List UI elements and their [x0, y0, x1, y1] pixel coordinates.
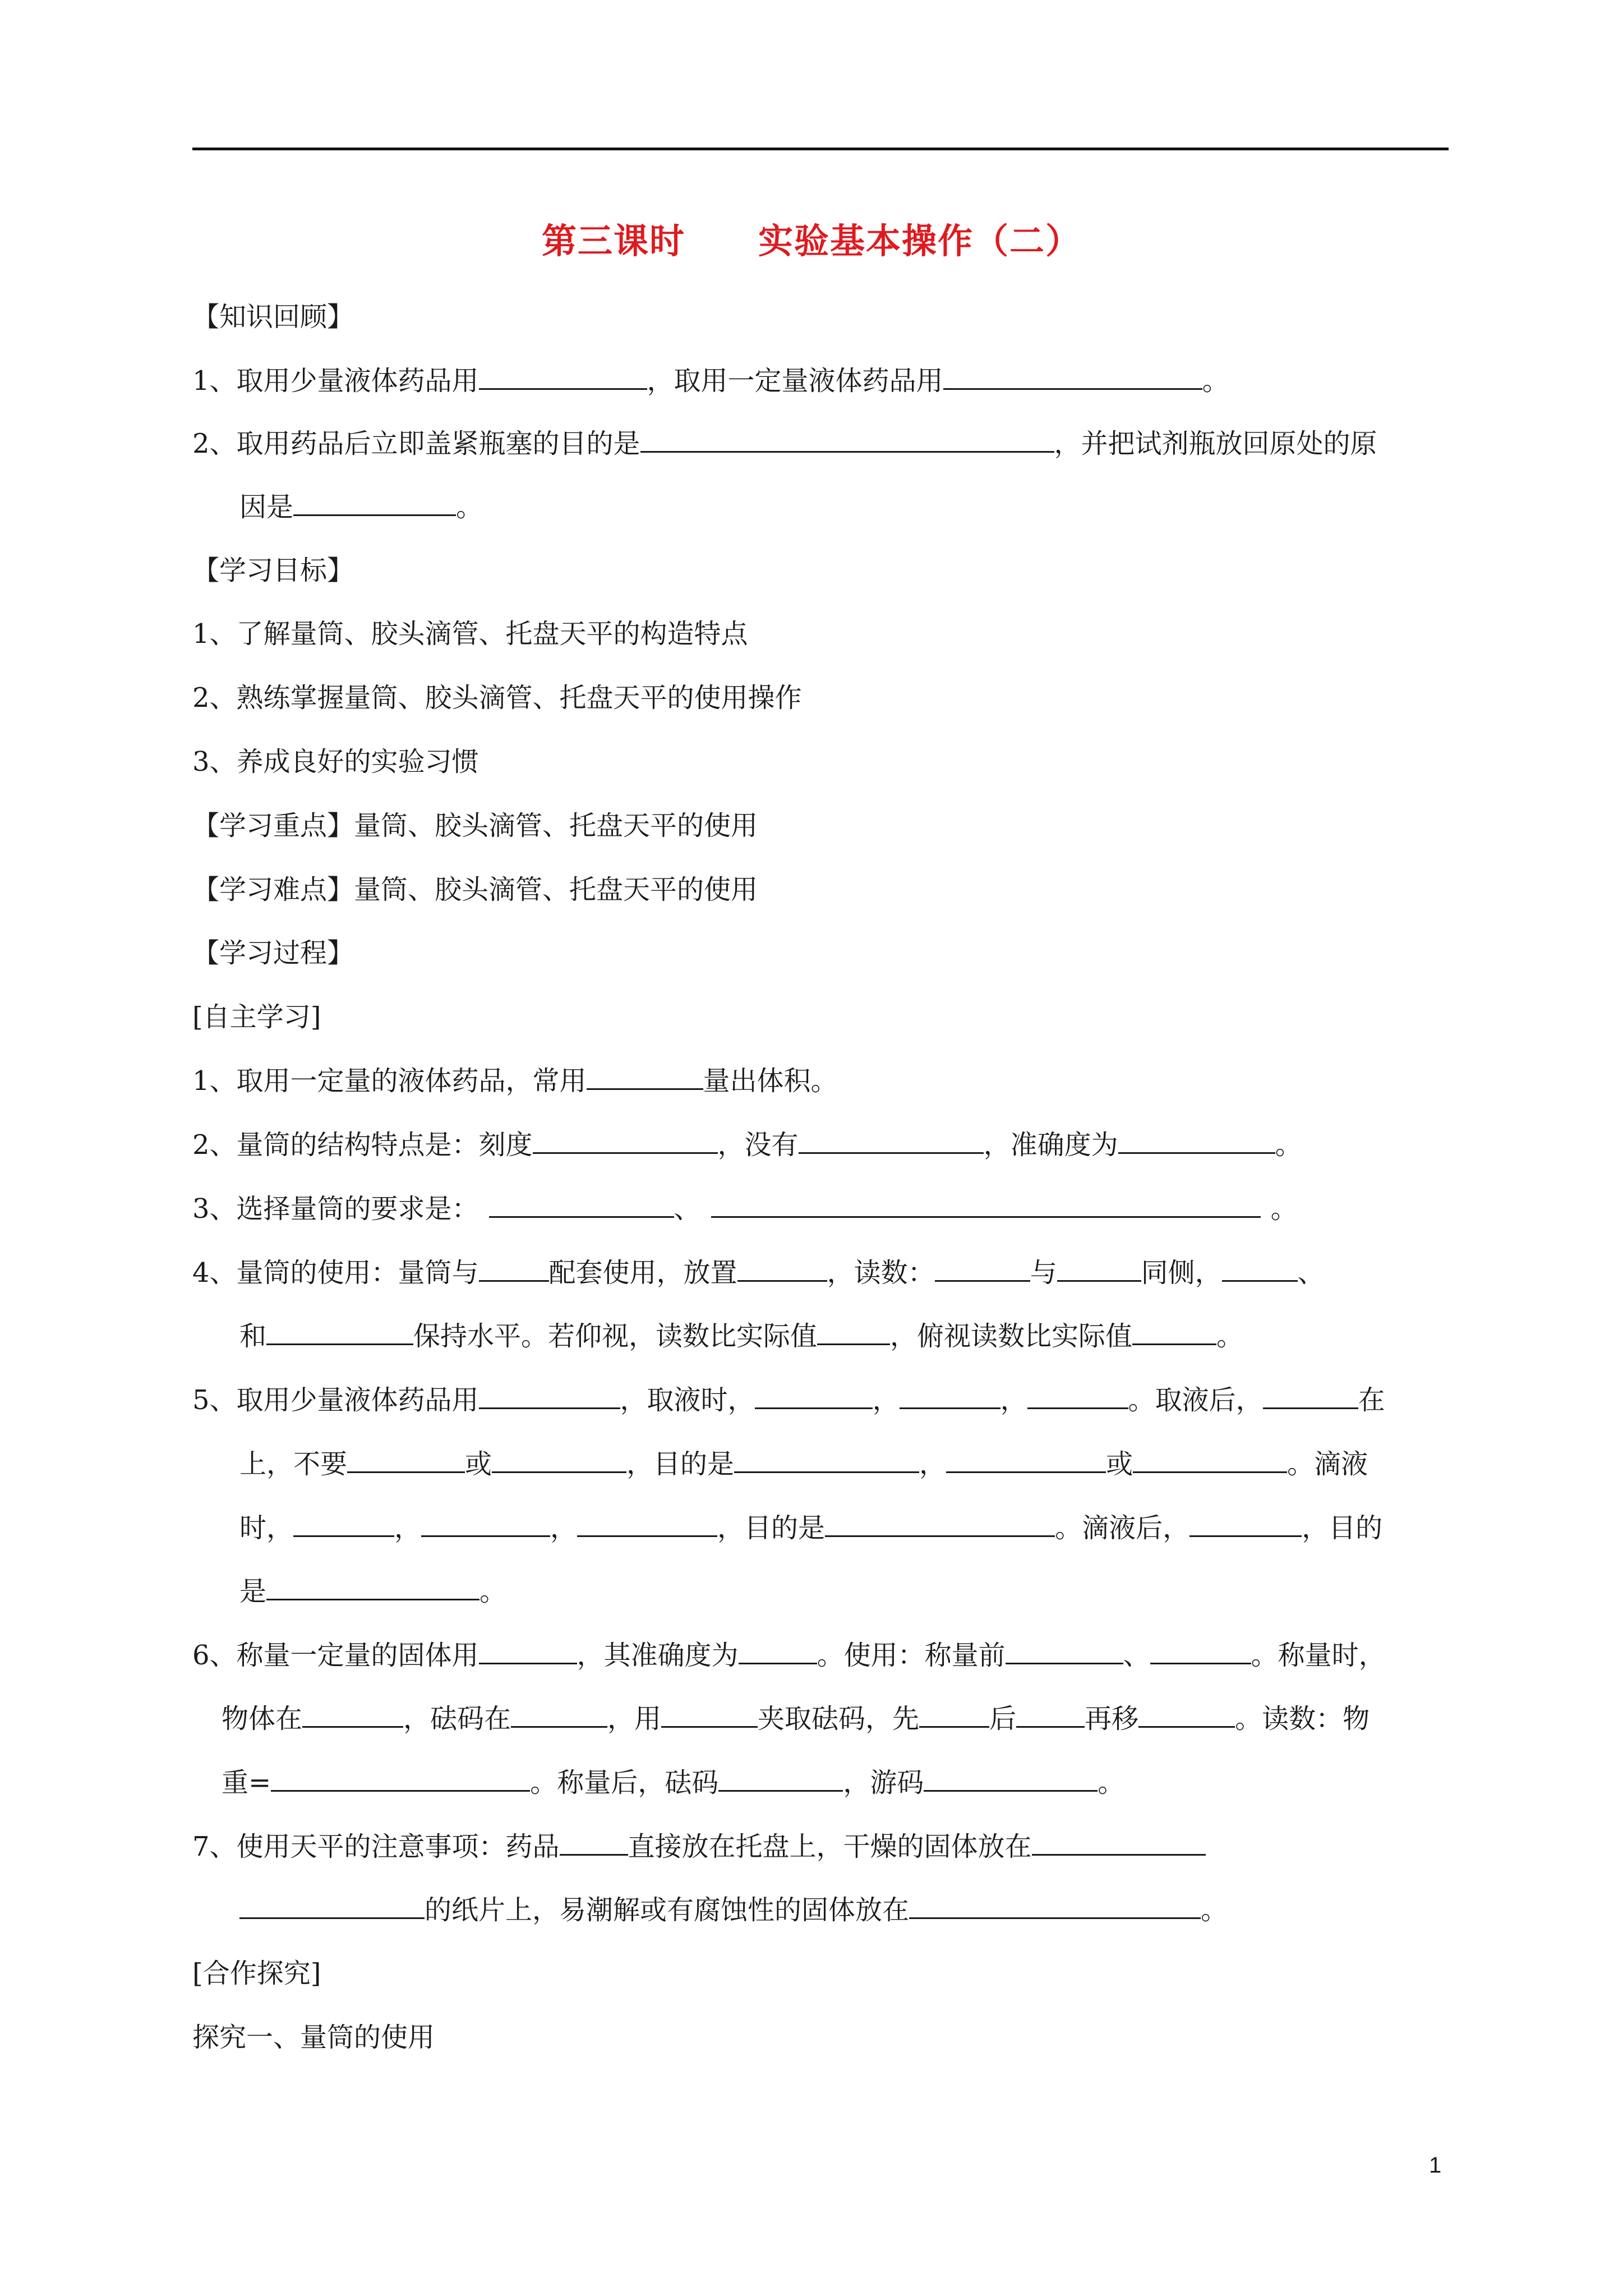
- blank[interactable]: [755, 1383, 873, 1409]
- self-study-q5-cont2: 时， ， ， ，目的是 。滴液后， ，目的: [239, 1511, 1382, 1545]
- blank[interactable]: [734, 1447, 919, 1473]
- blank[interactable]: [640, 426, 1054, 453]
- focus-line: 【学习重点】量筒、胶头滴管、托盘天平的使用: [192, 810, 758, 841]
- blank[interactable]: [479, 1255, 549, 1282]
- blank[interactable]: [817, 1319, 890, 1345]
- blank[interactable]: [560, 1829, 628, 1856]
- blank[interactable]: [1150, 1638, 1251, 1664]
- goal-item: 2、熟练掌握量筒、胶头滴管、托盘天平的使用操作: [192, 682, 802, 714]
- blank[interactable]: [271, 1765, 530, 1792]
- blank[interactable]: [587, 1064, 703, 1090]
- blank[interactable]: [1057, 1255, 1141, 1282]
- blank[interactable]: [711, 1191, 1261, 1218]
- blank[interactable]: [825, 1511, 1055, 1537]
- review-q2: 2、取用药品后立即盖紧瓶塞的目的是 ，并把试剂瓶放回原处的原: [192, 426, 1377, 461]
- blank[interactable]: [479, 1383, 620, 1409]
- goals-header: 【学习目标】: [192, 555, 354, 586]
- blank[interactable]: [1138, 1701, 1235, 1728]
- difficulty-line: 【学习难点】量筒、胶头滴管、托盘天平的使用: [192, 874, 758, 905]
- blank[interactable]: [1032, 1829, 1206, 1856]
- blank[interactable]: [533, 1128, 718, 1154]
- self-study-q7-cont: 的纸片上，易潮解或有腐蚀性的固体放在 。: [239, 1893, 1228, 1927]
- blank[interactable]: [511, 1701, 607, 1728]
- self-study-q6-cont1: 物体在 ，砝码在 ，用 夹取砝码，先 后 再移 。读数：物: [222, 1701, 1370, 1736]
- blank[interactable]: [1016, 1701, 1085, 1728]
- blank[interactable]: [1118, 1128, 1275, 1154]
- blank[interactable]: [1222, 1255, 1298, 1282]
- blank[interactable]: [1189, 1511, 1302, 1537]
- blank[interactable]: [479, 1638, 577, 1664]
- header-rule: [192, 148, 1449, 150]
- self-study-q5: 5、取用少量液体药品用 ，取液时， ， ， 。取液后， 在: [192, 1383, 1385, 1417]
- explore-1-title: 探究一、量筒的使用: [192, 2022, 435, 2053]
- title-lesson: 第三课时: [541, 220, 685, 261]
- self-study-q5-cont3: 是 。: [239, 1574, 506, 1608]
- blank[interactable]: [1027, 1383, 1128, 1409]
- review-q2-cont: 因是 。: [239, 490, 483, 524]
- self-study-q6: 6、称量一定量的固体用 ，其准确度为 。使用：称量前 、 。称量时，: [192, 1638, 1386, 1672]
- self-study-q5-cont1: 上，不要 或 ，目的是 ， 或 。滴液: [239, 1447, 1368, 1481]
- blank[interactable]: [935, 1255, 1030, 1282]
- blank[interactable]: [293, 1511, 394, 1537]
- blank[interactable]: [293, 490, 456, 516]
- self-study-q4: 4、量筒的使用：量筒与 配套使用，放置 ，读数： 与 同侧， 、: [192, 1255, 1325, 1290]
- blank[interactable]: [492, 1447, 626, 1473]
- self-study-q3: 3、选择量筒的要求是： 、 。: [192, 1191, 1298, 1226]
- blank[interactable]: [946, 1447, 1106, 1473]
- review-q1: 1、取用少量液体药品用 ，取用一定量液体药品用 。: [192, 364, 1229, 398]
- blank[interactable]: [347, 1447, 465, 1473]
- blank[interactable]: [718, 1765, 843, 1792]
- blank[interactable]: [1006, 1638, 1123, 1664]
- blank[interactable]: [924, 1765, 1098, 1792]
- goal-item: 3、养成良好的实验习惯: [192, 746, 479, 777]
- self-study-q2: 2、量筒的结构特点是：刻度 ，没有 ，准确度为 。: [192, 1128, 1302, 1162]
- page-number: 1: [1429, 2153, 1442, 2178]
- review-header: 【知识回顾】: [192, 301, 354, 333]
- blank[interactable]: [1263, 1383, 1358, 1409]
- blank[interactable]: [479, 364, 647, 390]
- blank[interactable]: [421, 1511, 550, 1537]
- blank[interactable]: [943, 364, 1202, 390]
- blank[interactable]: [900, 1383, 1000, 1409]
- process-header: 【学习过程】: [192, 937, 354, 969]
- blank[interactable]: [1133, 1447, 1287, 1473]
- blank[interactable]: [577, 1511, 717, 1537]
- coop-header: [合作探究]: [192, 1958, 321, 1989]
- self-study-q4-cont: 和 保持水平。若仰视，读数比实际值 ，俯视读数比实际值 。: [239, 1319, 1243, 1353]
- blank[interactable]: [799, 1128, 984, 1154]
- goal-item: 1、了解量筒、胶头滴管、托盘天平的构造特点: [192, 618, 748, 650]
- blank[interactable]: [661, 1701, 758, 1728]
- blank[interactable]: [737, 1255, 827, 1282]
- blank[interactable]: [266, 1574, 479, 1600]
- blank[interactable]: [919, 1701, 989, 1728]
- self-study-q1: 1、取用一定量的液体药品，常用 量出体积。: [192, 1064, 838, 1098]
- blank[interactable]: [239, 1893, 425, 1919]
- title-topic: 实验基本操作（二）: [758, 220, 1082, 261]
- blank[interactable]: [909, 1893, 1201, 1919]
- self-study-header: [自主学习]: [192, 1001, 321, 1033]
- blank[interactable]: [266, 1319, 413, 1345]
- blank[interactable]: [739, 1638, 817, 1664]
- blank[interactable]: [302, 1701, 403, 1728]
- page-title: [0, 213, 1623, 263]
- blank[interactable]: [489, 1191, 674, 1218]
- self-study-q7: 7、使用天平的注意事项：药品 直接放在托盘上，干燥的固体放在: [192, 1829, 1206, 1864]
- self-study-q6-cont2: 重= 。称量后，砝码 ，游码 。: [222, 1765, 1124, 1800]
- blank[interactable]: [1132, 1319, 1216, 1345]
